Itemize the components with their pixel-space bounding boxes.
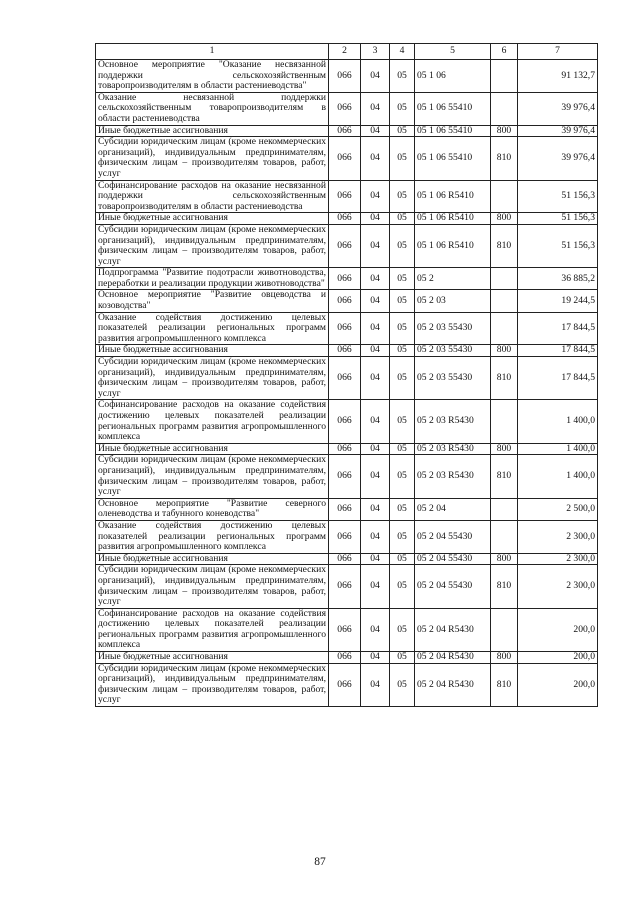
- row-subsection-cell: 05: [390, 290, 415, 312]
- row-amount-cell: 2 300,0: [518, 553, 598, 565]
- row-subsection-cell: 05: [390, 224, 415, 267]
- row-grbs-cell: 066: [329, 652, 361, 664]
- row-grbs-cell: 066: [329, 125, 361, 137]
- row-amount-cell: 19 244,5: [518, 290, 598, 312]
- row-amount-cell: 1 400,0: [518, 443, 598, 455]
- row-grbs-cell: 066: [329, 553, 361, 565]
- table-row: [96, 60, 598, 93]
- table-row: [96, 224, 598, 267]
- row-section-cell: 04: [361, 92, 390, 125]
- row-section-cell: 04: [361, 608, 390, 651]
- page-number: 87: [314, 856, 326, 868]
- row-target-article-cell: 05 2 03 55430: [415, 312, 491, 345]
- row-section-cell: 04: [361, 180, 390, 213]
- row-subsection-cell: 05: [390, 553, 415, 565]
- column-header: 4: [390, 44, 415, 60]
- row-section-cell: 04: [361, 443, 390, 455]
- table-row: [96, 608, 598, 651]
- row-target-article-cell: 05 1 06 55410: [415, 92, 491, 125]
- row-grbs-cell: 066: [329, 213, 361, 225]
- row-section-cell: 04: [361, 520, 390, 553]
- table-row: [96, 268, 598, 290]
- row-section-cell: 04: [361, 498, 390, 520]
- row-subsection-cell: 05: [390, 608, 415, 651]
- row-grbs-cell: 066: [329, 312, 361, 345]
- row-grbs-cell: 066: [329, 345, 361, 357]
- table-row: [96, 400, 598, 443]
- row-subsection-cell: 05: [390, 455, 415, 498]
- row-grbs-cell: 066: [329, 608, 361, 651]
- row-target-article-cell: 05 1 06: [415, 60, 491, 93]
- row-grbs-cell: 066: [329, 455, 361, 498]
- row-name-cell: Субсидии юридическим лицам (кроме некоммерческих организаций), индивидуальным предпринимателям, физическим лицам – производителям товаров, работ, услуг: [96, 565, 329, 608]
- table-row: [96, 652, 598, 664]
- row-subsection-cell: 05: [390, 60, 415, 93]
- row-target-article-cell: 05 2 03: [415, 290, 491, 312]
- row-target-article-cell: 05 2 03 55430: [415, 345, 491, 357]
- row-subsection-cell: 05: [390, 565, 415, 608]
- row-subsection-cell: 05: [390, 443, 415, 455]
- row-amount-cell: 91 132,7: [518, 60, 598, 93]
- row-grbs-cell: 066: [329, 60, 361, 93]
- row-expense-type-cell: 800: [491, 553, 518, 565]
- row-grbs-cell: 066: [329, 663, 361, 706]
- row-subsection-cell: 05: [390, 125, 415, 137]
- row-name-cell: Софинансирование расходов на оказание содействия достижению целевых показателей реализации региональных программ развития агропромышленного комплекса: [96, 608, 329, 651]
- row-name-cell: Софинансирование расходов на оказание содействия достижению целевых показателей реализации региональных программ развития агропромышленного комплекса: [96, 400, 329, 443]
- row-target-article-cell: 05 2 04 R5430: [415, 652, 491, 664]
- row-grbs-cell: 066: [329, 520, 361, 553]
- row-amount-cell: 2 300,0: [518, 565, 598, 608]
- row-amount-cell: 17 844,5: [518, 357, 598, 400]
- row-target-article-cell: 05 2 04 R5430: [415, 608, 491, 651]
- row-amount-cell: 51 156,3: [518, 213, 598, 225]
- row-subsection-cell: 05: [390, 180, 415, 213]
- row-expense-type-cell: 810: [491, 455, 518, 498]
- column-header: 6: [491, 44, 518, 60]
- row-subsection-cell: 05: [390, 345, 415, 357]
- row-grbs-cell: 066: [329, 443, 361, 455]
- row-target-article-cell: 05 2 04 55430: [415, 565, 491, 608]
- row-name-cell: Иные бюджетные ассигнования: [96, 443, 329, 455]
- row-section-cell: 04: [361, 357, 390, 400]
- row-amount-cell: 36 885,2: [518, 268, 598, 290]
- row-section-cell: 04: [361, 565, 390, 608]
- row-name-cell: Иные бюджетные ассигнования: [96, 345, 329, 357]
- row-amount-cell: 51 156,3: [518, 224, 598, 267]
- row-target-article-cell: 05 2 03 R5430: [415, 455, 491, 498]
- row-target-article-cell: 05 2 03 R5430: [415, 400, 491, 443]
- row-grbs-cell: 066: [329, 498, 361, 520]
- row-amount-cell: 39 976,4: [518, 125, 598, 137]
- row-subsection-cell: 05: [390, 92, 415, 125]
- row-section-cell: 04: [361, 345, 390, 357]
- row-expense-type-cell: [491, 608, 518, 651]
- row-subsection-cell: 05: [390, 312, 415, 345]
- row-expense-type-cell: 800: [491, 345, 518, 357]
- row-expense-type-cell: 810: [491, 663, 518, 706]
- row-subsection-cell: 05: [390, 357, 415, 400]
- row-grbs-cell: 066: [329, 357, 361, 400]
- row-subsection-cell: 05: [390, 652, 415, 664]
- row-target-article-cell: 05 2 04 R5430: [415, 663, 491, 706]
- row-name-cell: Основное мероприятие "Развитие овцеводства и козоводства": [96, 290, 329, 312]
- row-expense-type-cell: [491, 498, 518, 520]
- row-expense-type-cell: [491, 60, 518, 93]
- table-row: [96, 213, 598, 225]
- row-target-article-cell: 05 1 06 R5410: [415, 213, 491, 225]
- row-section-cell: 04: [361, 137, 390, 180]
- row-grbs-cell: 066: [329, 400, 361, 443]
- table-row: [96, 125, 598, 137]
- row-subsection-cell: 05: [390, 520, 415, 553]
- column-header: 7: [518, 44, 598, 60]
- row-amount-cell: 2 500,0: [518, 498, 598, 520]
- row-section-cell: 04: [361, 652, 390, 664]
- row-subsection-cell: 05: [390, 213, 415, 225]
- table-row: [96, 312, 598, 345]
- table-row: [96, 520, 598, 553]
- row-grbs-cell: 066: [329, 268, 361, 290]
- row-amount-cell: 51 156,3: [518, 180, 598, 213]
- row-section-cell: 04: [361, 455, 390, 498]
- column-header: 5: [415, 44, 491, 60]
- row-name-cell: Субсидии юридическим лицам (кроме некоммерческих организаций), индивидуальным предпринимателям, физическим лицам – производителям товаров, работ, услуг: [96, 224, 329, 267]
- row-target-article-cell: 05 1 06 R5410: [415, 224, 491, 267]
- row-target-article-cell: 05 2 04: [415, 498, 491, 520]
- row-name-cell: Оказание содействия достижению целевых показателей реализации региональных программ развития агропромышленного комплекса: [96, 520, 329, 553]
- row-section-cell: 04: [361, 213, 390, 225]
- row-name-cell: Софинансирование расходов на оказание несвязанной поддержки сельскохозяйственным товаропроизводителям в области растениеводства: [96, 180, 329, 213]
- table-row: [96, 498, 598, 520]
- row-subsection-cell: 05: [390, 663, 415, 706]
- budget-table: [95, 43, 598, 707]
- row-section-cell: 04: [361, 290, 390, 312]
- row-target-article-cell: 05 2 04 55430: [415, 553, 491, 565]
- row-amount-cell: 200,0: [518, 608, 598, 651]
- row-name-cell: Иные бюджетные ассигнования: [96, 652, 329, 664]
- column-header: 3: [361, 44, 390, 60]
- row-section-cell: 04: [361, 312, 390, 345]
- row-grbs-cell: 066: [329, 565, 361, 608]
- row-expense-type-cell: 810: [491, 357, 518, 400]
- row-grbs-cell: 066: [329, 290, 361, 312]
- table-row: [96, 290, 598, 312]
- row-expense-type-cell: 800: [491, 443, 518, 455]
- row-amount-cell: 1 400,0: [518, 400, 598, 443]
- row-name-cell: Субсидии юридическим лицам (кроме некоммерческих организаций), индивидуальным предпринимателям, физическим лицам – производителям товаров, работ, услуг: [96, 663, 329, 706]
- table-row: [96, 357, 598, 400]
- row-amount-cell: 39 976,4: [518, 92, 598, 125]
- row-name-cell: Субсидии юридическим лицам (кроме некоммерческих организаций), индивидуальным предпринимателям, физическим лицам – производителям товаров, работ, услуг: [96, 137, 329, 180]
- row-expense-type-cell: [491, 92, 518, 125]
- row-target-article-cell: 05 2 03 55430: [415, 357, 491, 400]
- row-subsection-cell: 05: [390, 498, 415, 520]
- row-name-cell: Подпрограмма "Развитие подотрасли животноводства, переработки и реализации продукции животноводства": [96, 268, 329, 290]
- row-expense-type-cell: 810: [491, 565, 518, 608]
- row-name-cell: Субсидии юридическим лицам (кроме некоммерческих организаций), индивидуальным предпринимателям, физическим лицам – производителям товаров, работ, услуг: [96, 455, 329, 498]
- column-header: 1: [96, 44, 329, 60]
- row-target-article-cell: 05 2 03 R5430: [415, 443, 491, 455]
- row-name-cell: Иные бюджетные ассигнования: [96, 125, 329, 137]
- row-subsection-cell: 05: [390, 137, 415, 180]
- table-row: [96, 345, 598, 357]
- row-amount-cell: 200,0: [518, 663, 598, 706]
- row-subsection-cell: 05: [390, 268, 415, 290]
- row-expense-type-cell: 800: [491, 213, 518, 225]
- row-amount-cell: 1 400,0: [518, 455, 598, 498]
- row-expense-type-cell: [491, 520, 518, 553]
- row-section-cell: 04: [361, 663, 390, 706]
- row-subsection-cell: 05: [390, 400, 415, 443]
- table-row: [96, 443, 598, 455]
- table-header-row: [96, 44, 598, 60]
- row-expense-type-cell: 810: [491, 137, 518, 180]
- row-name-cell: Основное мероприятие "Развитие северного оленеводства и табунного коневодства": [96, 498, 329, 520]
- row-expense-type-cell: 810: [491, 224, 518, 267]
- row-target-article-cell: 05 1 06 55410: [415, 125, 491, 137]
- table-row: [96, 92, 598, 125]
- row-section-cell: 04: [361, 60, 390, 93]
- row-expense-type-cell: [491, 400, 518, 443]
- row-section-cell: 04: [361, 224, 390, 267]
- row-expense-type-cell: 800: [491, 125, 518, 137]
- row-expense-type-cell: [491, 180, 518, 213]
- row-name-cell: Основное мероприятие "Оказание несвязанной поддержки сельскохозяйственным товаропроизводителям в области растениеводства": [96, 60, 329, 93]
- row-target-article-cell: 05 1 06 55410: [415, 137, 491, 180]
- row-section-cell: 04: [361, 400, 390, 443]
- table-row: [96, 663, 598, 706]
- row-target-article-cell: 05 1 06 R5410: [415, 180, 491, 213]
- row-amount-cell: 17 844,5: [518, 312, 598, 345]
- row-amount-cell: 200,0: [518, 652, 598, 664]
- table-row: [96, 180, 598, 213]
- row-grbs-cell: 066: [329, 92, 361, 125]
- row-section-cell: 04: [361, 125, 390, 137]
- table-row: [96, 455, 598, 498]
- row-name-cell: Оказание содействия достижению целевых показателей реализации региональных программ развития агропромышленного комплекса: [96, 312, 329, 345]
- row-amount-cell: 17 844,5: [518, 345, 598, 357]
- row-name-cell: Иные бюджетные ассигнования: [96, 553, 329, 565]
- row-grbs-cell: 066: [329, 180, 361, 213]
- row-amount-cell: 39 976,4: [518, 137, 598, 180]
- row-grbs-cell: 066: [329, 224, 361, 267]
- row-name-cell: Оказание несвязанной поддержки сельскохозяйственным товаропроизводителям в области растениеводства: [96, 92, 329, 125]
- row-name-cell: Субсидии юридическим лицам (кроме некоммерческих организаций), индивидуальным предпринимателям, физическим лицам – производителям товаров, работ, услуг: [96, 357, 329, 400]
- table-body: [96, 60, 598, 707]
- row-name-cell: Иные бюджетные ассигнования: [96, 213, 329, 225]
- row-expense-type-cell: [491, 268, 518, 290]
- table-row: [96, 137, 598, 180]
- row-target-article-cell: 05 2: [415, 268, 491, 290]
- table-row: [96, 565, 598, 608]
- column-header: 2: [329, 44, 361, 60]
- row-section-cell: 04: [361, 553, 390, 565]
- row-expense-type-cell: [491, 312, 518, 345]
- row-expense-type-cell: [491, 290, 518, 312]
- row-grbs-cell: 066: [329, 137, 361, 180]
- row-amount-cell: 2 300,0: [518, 520, 598, 553]
- row-section-cell: 04: [361, 268, 390, 290]
- table-row: [96, 553, 598, 565]
- row-target-article-cell: 05 2 04 55430: [415, 520, 491, 553]
- row-expense-type-cell: 800: [491, 652, 518, 664]
